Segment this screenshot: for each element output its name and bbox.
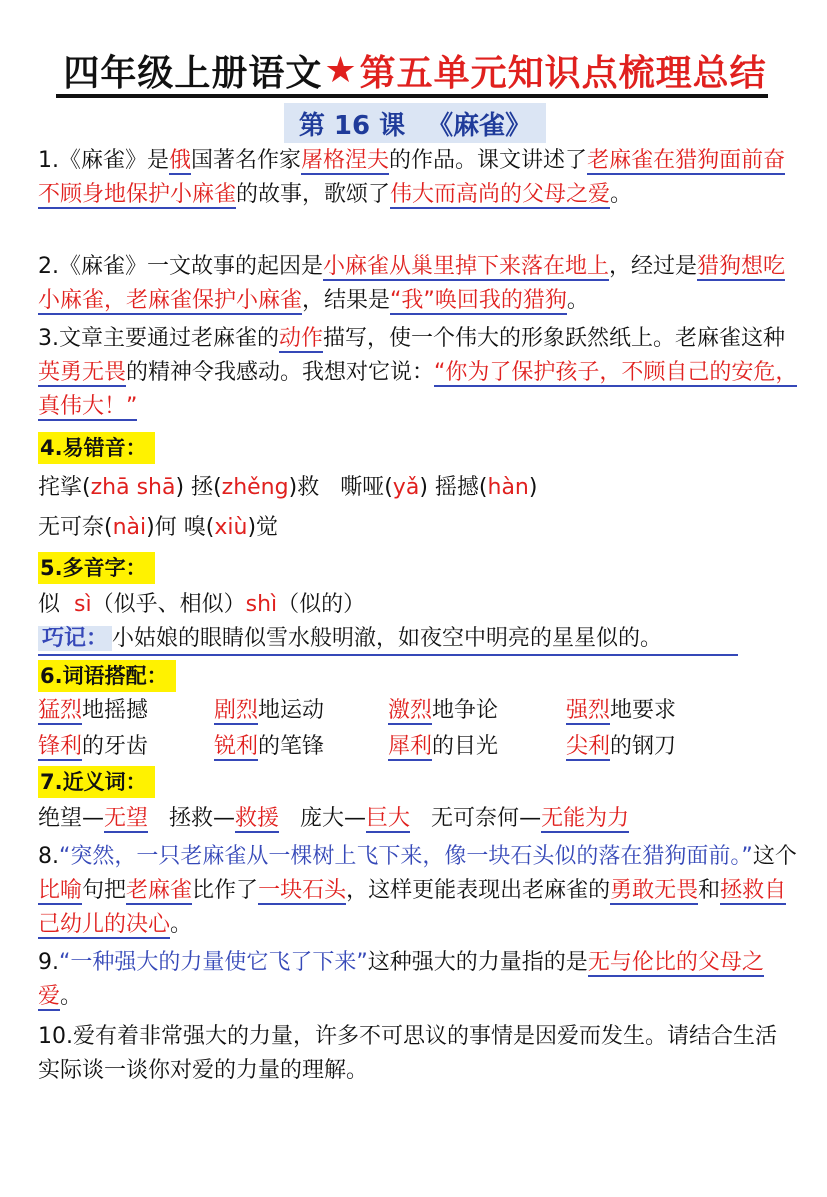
lesson-heading xyxy=(284,103,546,143)
p1-text-e: 的作品。课文讲述了 xyxy=(389,148,588,173)
p9-quote: “一种强大的力量使它飞了下来” xyxy=(59,950,368,975)
paragraph-1 xyxy=(38,144,798,212)
polyphone-pinyin-2: shì xyxy=(245,592,278,617)
section-7-heading: 7.近义词： xyxy=(38,766,155,798)
synonym-a: 绝望 xyxy=(38,806,83,831)
collocation-word: 犀利 xyxy=(388,734,433,759)
p3-text-e: 的精神令我感动。我想对它说： xyxy=(126,360,435,385)
polyphone-char: 似 xyxy=(38,592,61,617)
p1-text-i: 。 xyxy=(610,182,633,207)
lesson-number: 第 16 课 xyxy=(298,110,406,141)
title-unit: 第五单元知识点梳理总结 xyxy=(359,52,767,94)
p8-text-k: 和 xyxy=(698,878,721,903)
pronunciation-row-2: 无可奈(nài)何 嗅(xiù)觉 xyxy=(38,515,279,540)
paragraph-9 xyxy=(38,946,798,1014)
synonym-a: 拯救 xyxy=(169,806,214,831)
collocation-item xyxy=(38,730,148,764)
p1-text-c: 国著名作家 xyxy=(191,148,302,173)
collocation-rest: 的目光 xyxy=(432,734,499,759)
p8-object: 一块石头 xyxy=(258,878,347,903)
polyphone-example-1: （似乎、相似） xyxy=(91,592,246,617)
p8-quote: “突然，一只老麻雀从一棵树上飞下来，像一块石头似的落在猎狗面前。” xyxy=(59,844,753,869)
polyphone-pinyin-1: sì xyxy=(74,592,92,617)
pron-pinyin-6: xiù xyxy=(214,515,248,540)
p2-text-e: ，结果是 xyxy=(302,288,391,313)
p2-process: 猎狗想吃小麻雀，老麻雀保护小麻雀 xyxy=(38,254,786,313)
pron-after-6: 觉 xyxy=(256,515,279,540)
collocation-rest: 地运动 xyxy=(258,698,325,723)
p2-result: “我”唤回我的猎狗 xyxy=(390,288,567,313)
title-grade: 四年级上册语文 xyxy=(63,52,323,94)
pron-word-6: 嗅 xyxy=(183,515,206,540)
p1-theme: 伟大而高尚的父母之爱 xyxy=(390,182,611,207)
collocation-rest: 地要求 xyxy=(610,698,677,723)
collocation-item xyxy=(566,730,676,764)
p8-resolve: 拯救自己幼儿的决心 xyxy=(38,878,787,937)
p1-text-g: 的故事，歌颂了 xyxy=(236,182,391,207)
polyphone-example-2: （似的） xyxy=(277,592,366,617)
p1-author: 屠格涅夫 xyxy=(301,148,390,173)
p2-text-a: 2.《麻雀》一文故事的起因是 xyxy=(38,254,323,279)
p3-text-c: 描写，使一个伟大的形象跃然纸上。老麻雀这种 xyxy=(323,326,786,351)
p8-text-g: 比作了 xyxy=(192,878,259,903)
p8-quality: 勇敢无畏 xyxy=(610,878,699,903)
polyphone-row xyxy=(38,588,365,622)
p8-text-i: ，这样更能表现出老麻雀的 xyxy=(346,878,611,903)
page-title xyxy=(46,42,784,98)
collocation-rest: 地摇撼 xyxy=(82,698,149,723)
collocation-rest: 的笔锋 xyxy=(258,734,325,759)
lesson-name: 《麻雀》 xyxy=(427,110,532,141)
synonym-b: 救援 xyxy=(235,806,280,831)
pron-word-2: 拯 xyxy=(191,475,214,500)
synonym-b: 无能为力 xyxy=(541,806,630,831)
collocation-rest: 的钢刀 xyxy=(610,734,677,759)
p8-text-e: 句把 xyxy=(82,878,127,903)
pron-pinyin-2: zhěng xyxy=(221,475,289,500)
pron-word-5: 无可奈 xyxy=(38,515,105,540)
section-5-heading: 5.多音字： xyxy=(38,552,155,584)
collocation-grid xyxy=(38,694,778,768)
p9-number: 9. xyxy=(38,950,59,975)
pronunciation-row-1: 挓挲(zhā shā) 拯(zhěng)救 嘶哑(yǎ) 摇撼(hàn) xyxy=(38,475,538,500)
section-6-heading: 6.词语搭配： xyxy=(38,660,176,692)
p2-text-c: ，经过是 xyxy=(609,254,698,279)
star-icon: ★ xyxy=(324,49,358,91)
pron-word-1: 挓挲 xyxy=(38,475,83,500)
synonym-b: 无望 xyxy=(104,806,149,831)
collocation-word: 剧烈 xyxy=(214,698,259,723)
p8-subject: 老麻雀 xyxy=(126,878,193,903)
p8-number: 8. xyxy=(38,844,59,869)
p9-text-c: 这种强大的力量指的是 xyxy=(367,950,588,975)
paragraph-8 xyxy=(38,840,798,942)
mnemonic-line xyxy=(38,624,738,656)
paragraph-10: 10.爱有着非常强大的力量，许多不可思议的事情是因爱而发生。请结合生活实际谈一谈你对爱的力量的理解。 xyxy=(38,1024,777,1083)
collocation-word: 猛烈 xyxy=(38,698,83,723)
pron-pinyin-1: zhā shā xyxy=(90,475,176,500)
collocation-item xyxy=(388,694,498,728)
collocation-rest: 的牙齿 xyxy=(82,734,149,759)
mnemonic-label: 巧记： xyxy=(38,626,112,651)
p1-story: 老麻雀在猎狗面前奋不顾身地保护小麻雀 xyxy=(38,148,786,207)
collocation-word: 锐利 xyxy=(214,734,259,759)
p3-action: 动作 xyxy=(279,326,324,351)
p3-text-a: 3.文章主要通过老麻雀的 xyxy=(38,326,279,351)
p3-spirit: 英勇无畏 xyxy=(38,360,127,385)
pron-word-4: 摇撼 xyxy=(434,475,479,500)
pron-after-5: 何 xyxy=(154,515,177,540)
p3-quote: “你为了保护孩子，不顾自己的安危，真伟大！” xyxy=(38,360,798,419)
collocation-word: 尖利 xyxy=(566,734,611,759)
synonym-a: 无可奈何 xyxy=(431,806,520,831)
p8-text-c: 这个 xyxy=(752,844,797,869)
paragraph-3 xyxy=(38,322,798,424)
collocation-item xyxy=(214,730,324,764)
collocation-word: 锋利 xyxy=(38,734,83,759)
title-underline xyxy=(56,94,768,98)
pron-pinyin-5: nài xyxy=(112,515,147,540)
section-4-heading: 4.易错音： xyxy=(38,432,155,464)
pron-pinyin-3: yǎ xyxy=(392,475,420,500)
synonym-a: 庞大 xyxy=(300,806,345,831)
collocation-item xyxy=(566,694,676,728)
collocation-word: 激烈 xyxy=(388,698,433,723)
synonym-row: 绝望—无望 拯救—救援 庞大—巨大 无可奈何—无能为力 xyxy=(38,806,630,831)
synonym-b: 巨大 xyxy=(366,806,411,831)
collocation-item xyxy=(388,730,498,764)
p9-text-e: 。 xyxy=(60,984,83,1009)
p8-figure: 比喻 xyxy=(38,878,83,903)
p2-text-g: 。 xyxy=(566,288,589,313)
p1-text-a: 1.《麻雀》是 xyxy=(38,148,169,173)
paragraph-2 xyxy=(38,250,798,318)
mnemonic-text: 小姑娘的眼睛似雪水般明澈，如夜空中明亮的星星似的。 xyxy=(112,626,663,651)
collocation-rest: 地争论 xyxy=(432,698,499,723)
p1-country: 俄 xyxy=(169,148,192,173)
pron-pinyin-4: hàn xyxy=(487,475,529,500)
p2-cause: 小麻雀从巢里掉下来落在地上 xyxy=(323,254,610,279)
pron-word-3: 嘶哑 xyxy=(340,475,385,500)
p8-text-m: 。 xyxy=(170,912,193,937)
collocation-item xyxy=(38,694,148,728)
p9-answer: 无与伦比的父母之爱 xyxy=(38,950,764,1009)
collocation-word: 强烈 xyxy=(566,698,611,723)
collocation-item xyxy=(214,694,324,728)
pron-after-2: 救 xyxy=(297,475,320,500)
